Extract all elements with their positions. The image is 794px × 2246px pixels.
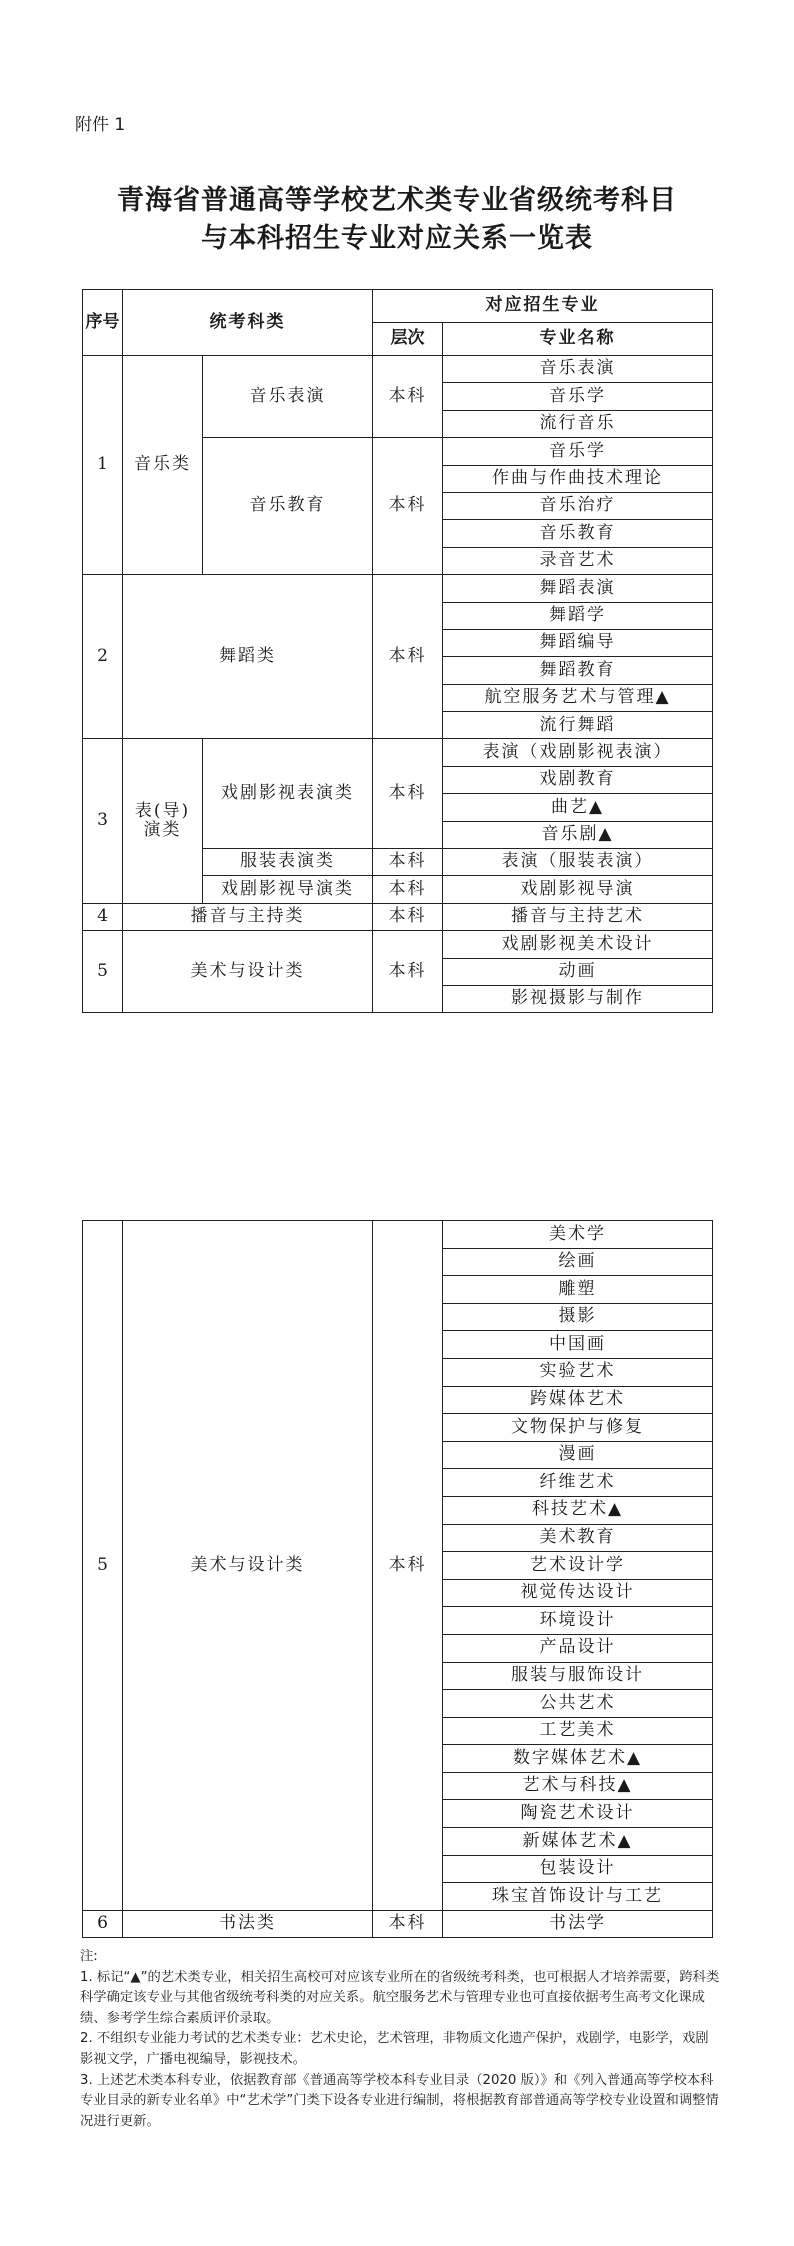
seq-cell: 5 bbox=[83, 931, 123, 1013]
table-header-row bbox=[83, 290, 713, 323]
note-item: 3. 上述艺术类本科专业，依据教育部《普通高等学校本科专业目录（2020 版）》和《列入普通高等学校本科专业目录的新专业名单》中“艺术学”门类下设各专业进行编制，将根据教育部普通高等学校专业设置和调整情况进行更新。 bbox=[80, 2072, 719, 2129]
major-cell: 美术教育 bbox=[443, 1524, 713, 1552]
major-cell: 艺术设计学 bbox=[443, 1552, 713, 1580]
major-cell: 文物保护与修复 bbox=[443, 1414, 713, 1442]
mapping-table-part2 bbox=[82, 1220, 713, 1938]
category-cell: 书法类 bbox=[123, 1910, 373, 1938]
major-cell: 产品设计 bbox=[443, 1634, 713, 1662]
major-cell: 戏剧影视美术设计 bbox=[443, 931, 713, 958]
major-cell: 音乐治疗 bbox=[443, 492, 713, 519]
major-cell: 跨媒体艺术 bbox=[443, 1386, 713, 1414]
major-cell: 舞蹈学 bbox=[443, 602, 713, 629]
major-cell: 音乐教育 bbox=[443, 520, 713, 547]
header-seq: 序号 bbox=[83, 290, 123, 356]
note-item: 1. 标记“▲”的艺术类专业，相关招生高校可对应该专业所在的省级统考科类，也可根据人才培养需要，跨科类科学确定该专业与其他省级统考科类的对应关系。航空服务艺术与管理专业也可直接依据考生高考文化课成绩、参考学生综合素质评价录取。 bbox=[80, 1969, 720, 2026]
level-cell: 本科 bbox=[373, 575, 443, 739]
notes-block bbox=[80, 1947, 720, 2132]
subcategory-cell: 戏剧影视导演类 bbox=[203, 876, 373, 903]
major-cell: 航空服务艺术与管理▲ bbox=[443, 684, 713, 711]
seq-cell: 3 bbox=[83, 739, 123, 903]
major-cell: 视觉传达设计 bbox=[443, 1579, 713, 1607]
level-cell: 本科 bbox=[373, 356, 443, 438]
page-title: 青海省普通高等学校艺术类专业省级统考科目 bbox=[117, 185, 677, 216]
major-cell: 包装设计 bbox=[443, 1855, 713, 1883]
header-level: 层次 bbox=[373, 323, 443, 356]
major-cell: 中国画 bbox=[443, 1331, 713, 1359]
table-row bbox=[83, 575, 713, 602]
major-cell: 录音艺术 bbox=[443, 547, 713, 574]
seq-cell: 1 bbox=[83, 356, 123, 575]
major-cell: 曲艺▲ bbox=[443, 794, 713, 821]
attachment-label: 附件 1 bbox=[75, 115, 126, 135]
level-cell: 本科 bbox=[373, 876, 443, 903]
major-cell: 摄影 bbox=[443, 1303, 713, 1331]
page-title-line2: 与本科招生专业对应关系一览表 bbox=[201, 223, 593, 254]
notes-heading: 注: bbox=[80, 1949, 98, 1964]
major-cell: 漫画 bbox=[443, 1441, 713, 1469]
major-cell: 绘画 bbox=[443, 1248, 713, 1276]
major-cell: 表演（戏剧影视表演） bbox=[443, 739, 713, 766]
header-mapped-majors: 对应招生专业 bbox=[373, 290, 713, 323]
major-cell: 舞蹈表演 bbox=[443, 575, 713, 602]
mapping-table-part1 bbox=[82, 289, 713, 1013]
major-cell: 舞蹈教育 bbox=[443, 657, 713, 684]
level-cell: 本科 bbox=[373, 931, 443, 1013]
seq-cell: 6 bbox=[83, 1910, 123, 1938]
subcategory-cell: 音乐教育 bbox=[203, 438, 373, 575]
category-cell: 美术与设计类 bbox=[123, 931, 373, 1013]
subcategory-cell: 服装表演类 bbox=[203, 849, 373, 876]
major-cell: 纤维艺术 bbox=[443, 1469, 713, 1497]
subcategory-cell: 音乐表演 bbox=[203, 356, 373, 438]
major-cell: 戏剧教育 bbox=[443, 766, 713, 793]
category-cell: 美术与设计类 bbox=[123, 1221, 373, 1911]
major-cell: 播音与主持艺术 bbox=[443, 903, 713, 930]
major-cell: 艺术与科技▲ bbox=[443, 1772, 713, 1800]
table-row bbox=[83, 1221, 713, 1249]
table-row bbox=[83, 739, 713, 766]
category-cell: 舞蹈类 bbox=[123, 575, 373, 739]
header-major-name: 专业名称 bbox=[443, 323, 713, 356]
table-row bbox=[83, 931, 713, 958]
category-cell: 音乐类 bbox=[123, 356, 203, 575]
major-cell: 音乐剧▲ bbox=[443, 821, 713, 848]
major-cell: 音乐学 bbox=[443, 438, 713, 465]
header-exam-category: 统考科类 bbox=[123, 290, 373, 356]
level-cell: 本科 bbox=[373, 849, 443, 876]
major-cell: 音乐表演 bbox=[443, 356, 713, 383]
major-cell: 戏剧影视导演 bbox=[443, 876, 713, 903]
level-cell: 本科 bbox=[373, 1910, 443, 1938]
major-cell: 作曲与作曲技术理论 bbox=[443, 465, 713, 492]
table-row bbox=[83, 356, 713, 383]
subcategory-cell: 戏剧影视表演类 bbox=[203, 739, 373, 849]
level-cell: 本科 bbox=[373, 438, 443, 575]
seq-cell: 5 bbox=[83, 1221, 123, 1911]
major-cell: 新媒体艺术▲ bbox=[443, 1828, 713, 1856]
major-cell: 影视摄影与制作 bbox=[443, 985, 713, 1012]
major-cell: 雕塑 bbox=[443, 1276, 713, 1304]
major-cell: 公共艺术 bbox=[443, 1690, 713, 1718]
major-cell: 舞蹈编导 bbox=[443, 629, 713, 656]
table-row bbox=[83, 903, 713, 930]
major-cell: 书法学 bbox=[443, 1910, 713, 1938]
major-cell: 陶瓷艺术设计 bbox=[443, 1800, 713, 1828]
major-cell: 表演（服装表演） bbox=[443, 849, 713, 876]
major-cell: 流行舞蹈 bbox=[443, 712, 713, 739]
level-cell: 本科 bbox=[373, 739, 443, 849]
note-item: 2. 不组织专业能力考试的艺术类专业：艺术史论，艺术管理，非物质文化遗产保护，戏剧学，电影学，戏剧影视文学，广播电视编导，影视技术。 bbox=[80, 2031, 709, 2068]
major-cell: 美术学 bbox=[443, 1221, 713, 1249]
major-cell: 工艺美术 bbox=[443, 1717, 713, 1745]
seq-cell: 4 bbox=[83, 903, 123, 930]
category-cell: 播音与主持类 bbox=[123, 903, 373, 930]
major-cell: 流行音乐 bbox=[443, 410, 713, 437]
major-cell: 珠宝首饰设计与工艺 bbox=[443, 1883, 713, 1911]
major-cell: 环境设计 bbox=[443, 1607, 713, 1635]
major-cell: 数字媒体艺术▲ bbox=[443, 1745, 713, 1773]
level-cell: 本科 bbox=[373, 903, 443, 930]
category-cell: 表(导)演类 bbox=[123, 739, 203, 903]
major-cell: 动画 bbox=[443, 958, 713, 985]
major-cell: 音乐学 bbox=[443, 383, 713, 410]
table-row bbox=[83, 1910, 713, 1938]
seq-cell: 2 bbox=[83, 575, 123, 739]
major-cell: 实验艺术 bbox=[443, 1358, 713, 1386]
level-cell: 本科 bbox=[373, 1221, 443, 1911]
major-cell: 服装与服饰设计 bbox=[443, 1662, 713, 1690]
major-cell: 科技艺术▲ bbox=[443, 1496, 713, 1524]
